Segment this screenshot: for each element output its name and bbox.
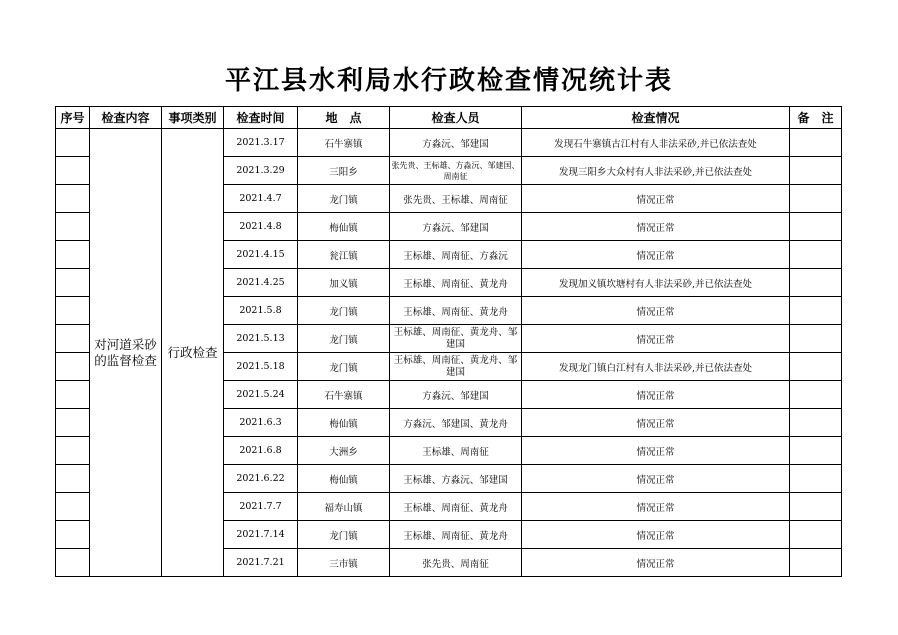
date-cell: 2021.7.21 xyxy=(224,549,298,577)
people-cell: 王标雄、周南征、黄龙舟 xyxy=(390,493,522,521)
people-cell: 王标雄、周南征、方淼沅 xyxy=(390,241,522,269)
people-cell: 方淼沅、邹建国 xyxy=(390,381,522,409)
date-cell: 2021.3.17 xyxy=(224,129,298,157)
header-place: 地 点 xyxy=(298,107,390,129)
result-cell: 情况正常 xyxy=(522,493,790,521)
date-cell: 2021.5.24 xyxy=(224,381,298,409)
seq-cell xyxy=(56,381,90,409)
people-cell: 方淼沅、邹建国 xyxy=(390,213,522,241)
seq-cell xyxy=(56,409,90,437)
date-cell: 2021.5.8 xyxy=(224,297,298,325)
result-cell: 情况正常 xyxy=(522,437,790,465)
date-cell: 2021.4.15 xyxy=(224,241,298,269)
seq-cell xyxy=(56,437,90,465)
seq-cell xyxy=(56,353,90,381)
check-content-cell: 对河道采砂的监督检查 xyxy=(90,129,162,577)
remark-cell xyxy=(790,409,842,437)
header-result: 检查情况 xyxy=(522,107,790,129)
place-cell: 梅仙镇 xyxy=(298,465,390,493)
result-cell: 发现石牛寨镇古江村有人非法采砂,并已依法查处 xyxy=(522,129,790,157)
result-cell: 情况正常 xyxy=(522,521,790,549)
people-cell: 王标雄、周南征 xyxy=(390,437,522,465)
seq-cell xyxy=(56,297,90,325)
seq-cell xyxy=(56,465,90,493)
remark-cell xyxy=(790,437,842,465)
place-cell: 福寿山镇 xyxy=(298,493,390,521)
remark-cell xyxy=(790,157,842,185)
remark-cell xyxy=(790,129,842,157)
remark-cell xyxy=(790,213,842,241)
header-remark: 备 注 xyxy=(790,107,842,129)
header-time: 检查时间 xyxy=(224,107,298,129)
seq-cell xyxy=(56,241,90,269)
people-cell: 王标雄、周南征、黄龙舟 xyxy=(390,269,522,297)
place-cell: 龙门镇 xyxy=(298,185,390,213)
place-cell: 三市镇 xyxy=(298,549,390,577)
people-cell: 方淼沅、邹建国 xyxy=(390,129,522,157)
people-cell: 方淼沅、邹建国、黄龙舟 xyxy=(390,409,522,437)
date-cell: 2021.4.8 xyxy=(224,213,298,241)
remark-cell xyxy=(790,325,842,353)
remark-cell xyxy=(790,549,842,577)
date-cell: 2021.4.25 xyxy=(224,269,298,297)
header-row xyxy=(56,107,842,129)
date-cell: 2021.7.7 xyxy=(224,493,298,521)
remark-cell xyxy=(790,465,842,493)
header-content: 检查内容 xyxy=(90,107,162,129)
place-cell: 三阳乡 xyxy=(298,157,390,185)
seq-cell xyxy=(56,549,90,577)
place-cell: 龙门镇 xyxy=(298,297,390,325)
date-cell: 2021.5.18 xyxy=(224,353,298,381)
seq-cell xyxy=(56,213,90,241)
header-seq: 序号 xyxy=(56,107,90,129)
result-cell: 情况正常 xyxy=(522,297,790,325)
place-cell: 石牛寨镇 xyxy=(298,129,390,157)
header-people: 检查人员 xyxy=(390,107,522,129)
header-category: 事项类别 xyxy=(162,107,224,129)
remark-cell xyxy=(790,353,842,381)
people-cell: 王标雄、周南征、黄龙舟、邹建国 xyxy=(390,325,522,353)
result-cell: 发现三阳乡大众村有人非法采砂,并已依法查处 xyxy=(522,157,790,185)
result-cell: 情况正常 xyxy=(522,185,790,213)
people-cell: 张先贵、周南征 xyxy=(390,549,522,577)
date-cell: 2021.4.7 xyxy=(224,185,298,213)
seq-cell xyxy=(56,521,90,549)
result-cell: 发现龙门镇白江村有人非法采砂,并已依法查处 xyxy=(522,353,790,381)
result-cell: 情况正常 xyxy=(522,241,790,269)
seq-cell xyxy=(56,325,90,353)
category-cell: 行政检查 xyxy=(162,129,224,577)
result-cell: 情况正常 xyxy=(522,325,790,353)
page-title: 平江县水利局水行政检查情况统计表 xyxy=(224,66,673,96)
result-cell: 情况正常 xyxy=(522,213,790,241)
people-cell: 王标雄、周南征、黄龙舟 xyxy=(390,297,522,325)
seq-cell xyxy=(56,157,90,185)
people-cell: 王标雄、周南征、黄龙舟 xyxy=(390,521,522,549)
seq-cell xyxy=(56,269,90,297)
place-cell: 龙门镇 xyxy=(298,521,390,549)
remark-cell xyxy=(790,521,842,549)
place-cell: 加义镇 xyxy=(298,269,390,297)
remark-cell xyxy=(790,493,842,521)
result-cell: 情况正常 xyxy=(522,549,790,577)
place-cell: 石牛寨镇 xyxy=(298,381,390,409)
remark-cell xyxy=(790,381,842,409)
date-cell: 2021.6.3 xyxy=(224,409,298,437)
place-cell: 大洲乡 xyxy=(298,437,390,465)
place-cell: 梅仙镇 xyxy=(298,213,390,241)
remark-cell xyxy=(790,297,842,325)
remark-cell xyxy=(790,241,842,269)
people-cell: 王标雄、方淼沅、邹建国 xyxy=(390,465,522,493)
place-cell: 瓮江镇 xyxy=(298,241,390,269)
people-cell: 张先贵、王标雄、周南征 xyxy=(390,185,522,213)
seq-cell xyxy=(56,129,90,157)
date-cell: 2021.5.13 xyxy=(224,325,298,353)
remark-cell xyxy=(790,269,842,297)
people-cell: 王标雄、周南征、黄龙舟、邹建国 xyxy=(390,353,522,381)
result-cell: 发现加义镇坎塘村有人非法采砂,并已依法查处 xyxy=(522,269,790,297)
date-cell: 2021.3.29 xyxy=(224,157,298,185)
place-cell: 龙门镇 xyxy=(298,353,390,381)
date-cell: 2021.7.14 xyxy=(224,521,298,549)
date-cell: 2021.6.22 xyxy=(224,465,298,493)
place-cell: 梅仙镇 xyxy=(298,409,390,437)
remark-cell xyxy=(790,185,842,213)
seq-cell xyxy=(56,493,90,521)
inspection-table xyxy=(55,106,842,577)
result-cell: 情况正常 xyxy=(522,465,790,493)
seq-cell xyxy=(56,185,90,213)
table-row xyxy=(56,129,842,157)
place-cell: 龙门镇 xyxy=(298,325,390,353)
people-cell: 张先贵、王标雄、方淼沅、邹建国、周南征 xyxy=(390,157,522,185)
result-cell: 情况正常 xyxy=(522,409,790,437)
date-cell: 2021.6.8 xyxy=(224,437,298,465)
result-cell: 情况正常 xyxy=(522,381,790,409)
